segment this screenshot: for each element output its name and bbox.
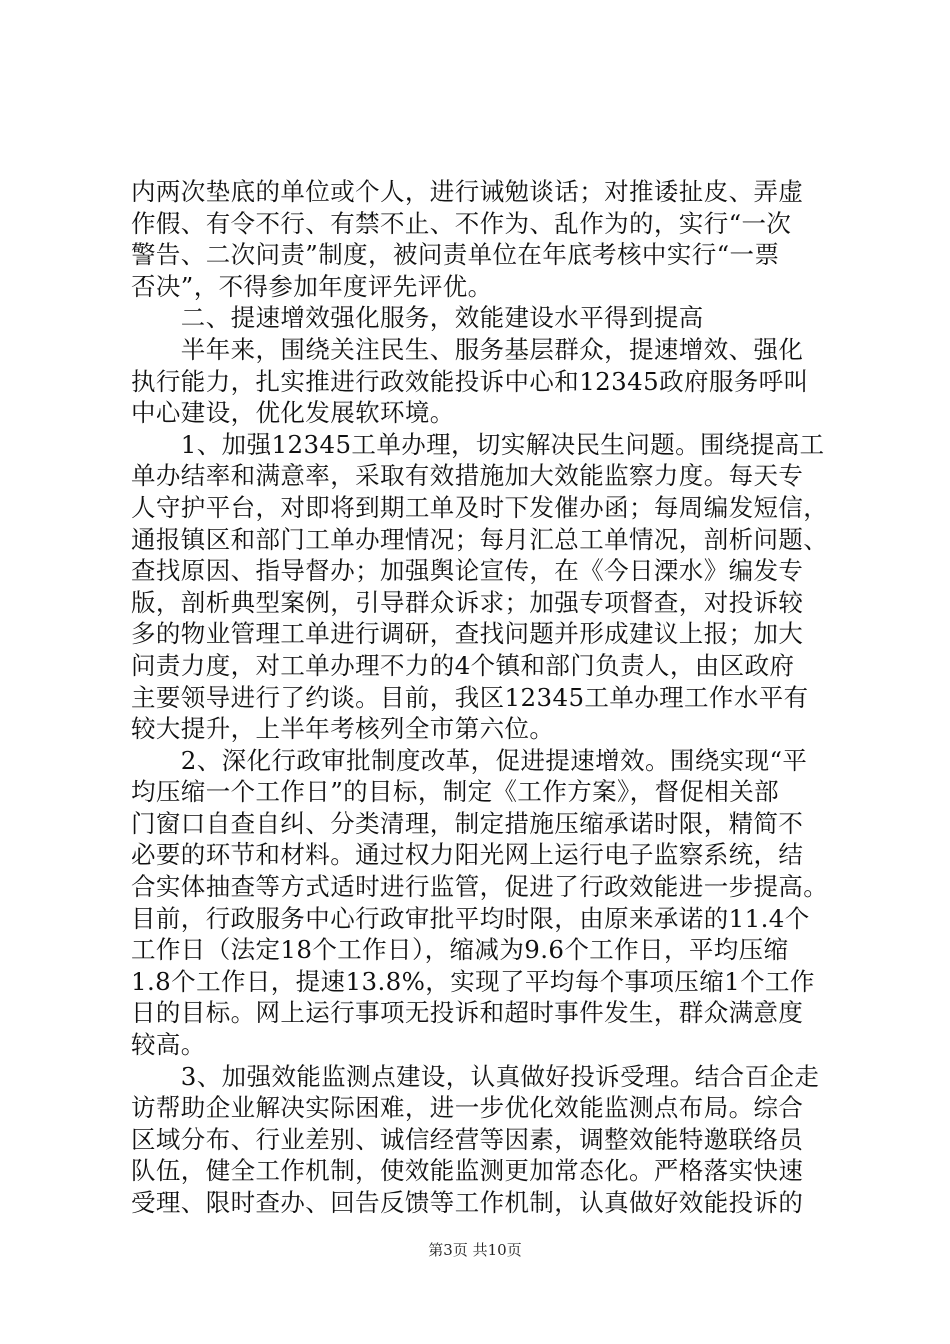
text-line: 查找原因、指导督办；加强舆论宣传，在《今日溧水》编发专 xyxy=(131,556,804,586)
text-line: 半年来，围绕关注民生、服务基层群众，提速增效、强化 xyxy=(131,334,804,364)
text-line: 否决”，不得参加年度评先评优。 xyxy=(131,271,493,301)
text-line: 问责力度，对工单办理不力的4个镇和部门负责人，由区政府 xyxy=(131,650,795,680)
text-line: 作假、有令不行、有禁不止、不作为、乱作为的，实行“一次 xyxy=(131,208,792,238)
text-line: 中心建设，优化发展软环境。 xyxy=(131,398,455,428)
text-line: 较大提升，上半年考核列全市第六位。 xyxy=(131,714,555,744)
text-line: 访帮助企业解决实际困难，进一步优化效能监测点布局。综合 xyxy=(131,1093,804,1123)
text-line: 1、加强12345工单办理，切实解决民生问题。围绕提高工 xyxy=(131,429,825,459)
text-line: 多的物业管理工单进行调研，查找问题并形成建议上报；加大 xyxy=(131,619,804,649)
text-line: 1.8个工作日，提速13.8%，实现了平均每个事项压缩1个工作 xyxy=(131,966,815,996)
text-line: 通报镇区和部门工单办理情况；每月汇总工单情况，剖析问题、 xyxy=(131,524,829,554)
text-line: 警告、二次问责”制度，被问责单位在年底考核中实行“一票 xyxy=(131,240,780,270)
text-line: 较高。 xyxy=(131,1030,206,1060)
text-line: 受理、限时查办、回告反馈等工作机制，认真做好效能投诉的 xyxy=(131,1188,804,1217)
text-line: 目前，行政服务中心行政审批平均时限，由原来承诺的11.4个 xyxy=(131,903,810,933)
text-line: 队伍，健全工作机制，使效能监测更加常态化。严格落实快速 xyxy=(131,1156,804,1186)
text-line: 区域分布、行业差别、诚信经营等因素，调整效能特邀联络员 xyxy=(131,1124,804,1154)
text-line: 2、深化行政审批制度改革，促进提速增效。围绕实现“平 xyxy=(131,745,808,775)
text-line: 主要领导进行了约谈。目前，我区12345工单办理工作水平有 xyxy=(131,682,809,712)
text-line: 人守护平台，对即将到期工单及时下发催办函；每周编发短信， xyxy=(131,492,829,522)
body-text xyxy=(131,176,831,1219)
text-line: 二、提速增效强化服务，效能建设水平得到提高 xyxy=(131,303,704,333)
text-line: 3、加强效能监测点建设，认真做好投诉受理。结合百企走 xyxy=(131,1061,820,1091)
text-line: 合实体抽查等方式适时进行监管，促进了行政效能进一步提高。 xyxy=(131,872,829,902)
text-line: 均压缩一个工作日”的目标，制定《工作方案》，督促相关部 xyxy=(131,777,780,807)
text-line: 执行能力，扎实推进行政效能投诉中心和12345政府服务呼叫 xyxy=(131,366,809,396)
text-line: 工作日（法定18个工作日），缩减为9.6个工作日，平均压缩 xyxy=(131,935,789,965)
page-footer: 第3页 共10页 xyxy=(428,1241,522,1259)
text-line: 版，剖析典型案例，引导群众诉求；加强专项督查，对投诉较 xyxy=(131,587,804,617)
text-line: 必要的环节和材料。通过权力阳光网上运行电子监察系统，结 xyxy=(131,840,804,870)
text-line: 门窗口自查自纠、分类清理，制定措施压缩承诺时限，精简不 xyxy=(131,808,804,838)
text-line: 日的目标。网上运行事项无投诉和超时事件发生，群众满意度 xyxy=(131,998,804,1028)
text-line: 单办结率和满意率，采取有效措施加大效能监察力度。每天专 xyxy=(131,461,804,491)
text-line: 内两次垫底的单位或个人，进行诫勉谈话；对推诿扯皮、弄虚 xyxy=(131,177,804,206)
